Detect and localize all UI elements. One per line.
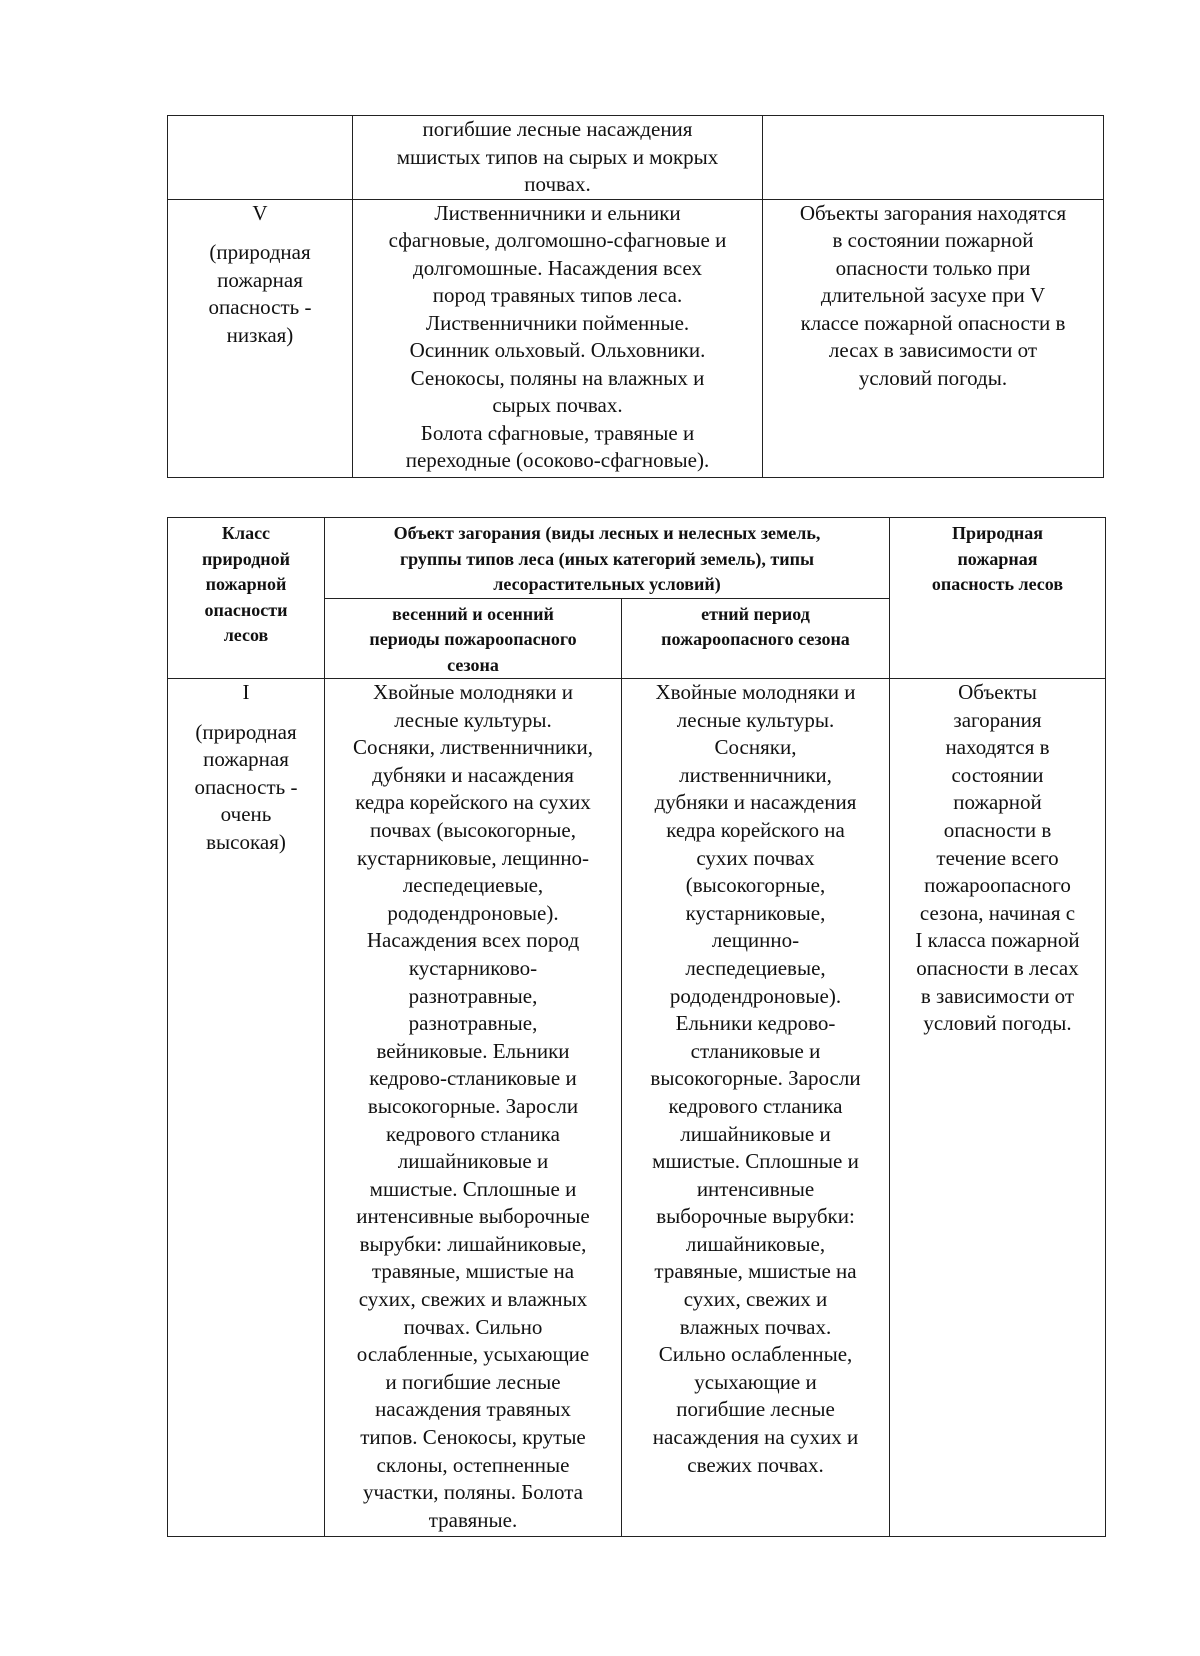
class-cell-empty bbox=[168, 116, 353, 200]
class-cell bbox=[168, 679, 325, 1537]
objects-cell: погибшие лесные насаждения мшистых типов на сырых и мокрых почвах. bbox=[353, 116, 763, 200]
danger-cell-empty bbox=[763, 116, 1104, 200]
table-fire-danger-classes bbox=[167, 517, 1106, 1537]
header-object: Объект загорания (виды лесных и нелесных земель, группы типов леса (иных категорий земель), типы лесорастительных условий) bbox=[325, 518, 890, 599]
header-spring-autumn: весенний и осенний периоды пожароопасного сезона bbox=[325, 598, 622, 679]
table-continuation bbox=[167, 115, 1104, 478]
class-numeral: I bbox=[242, 680, 250, 704]
class-description: (природная пожарная опасность - низкая) bbox=[208, 240, 312, 347]
header-class: Класс природной пожарной опасности лесов bbox=[168, 518, 325, 679]
table-row bbox=[168, 679, 1106, 1537]
danger-cell: Объекты загорания находятся в состоянии пожарной опасности в течение всего пожароопасного сезона, начиная с I класса пожарной опасности в лесах в зависимости от условий погоды. bbox=[890, 679, 1106, 1537]
summer-cell: Хвойные молодняки и лесные культуры. Сосняки, лиственничники, дубняки и насаждения кедра корейского на сухих почвах (высокогорные, кустарниковые, лещинно- леспедециевые, рододендроновые). Ельники кедрово- стланиковые и высокогорные. Заросли кедрового стланика лишайниковые и мшистые. Сплошные и интенсивные выборочные вырубки: лишайниковые, травяные, мшистые на сухих, свежих и влажных почвах. Сильно ослабленные, усыхающие и погибшие лесные насаждения на сухих и свежих почвах. bbox=[622, 679, 890, 1537]
header-danger: Природная пожарная опасность лесов bbox=[890, 518, 1106, 679]
objects-cell: Лиственничники и ельники сфагновые, долгомошно-сфагновые и долгомошные. Насаждения всех пород травяных типов леса. Лиственничники пойменные. Осинник ольховый. Ольховники. Сенокосы, поляны на влажных и сырых почвах. Болота сфагновые, травяные и переходные (осоково-сфагновые). bbox=[353, 199, 763, 477]
table-row bbox=[168, 199, 1104, 477]
header-summer: етний период пожароопасного сезона bbox=[622, 598, 890, 679]
class-numeral: V bbox=[252, 200, 268, 225]
danger-cell: Объекты загорания находятся в состоянии пожарной опасности только при длительной засухе при V классе пожарной опасности в лесах в зависимости от условий погоды. bbox=[763, 199, 1104, 477]
class-description: (природная пожарная опасность - очень высокая) bbox=[194, 719, 298, 854]
table-header-row bbox=[168, 518, 1106, 599]
class-cell bbox=[168, 199, 353, 477]
table-row bbox=[168, 116, 1104, 200]
spring-autumn-cell: Хвойные молодняки и лесные культуры. Сосняки, лиственничники, дубняки и насаждения кедра корейского на сухих почвах (высокогорные, кустарниковые, лещинно- леспедециевые, рододендроновые). Насаждения всех пород кустарниково- разнотравные, разнотравные, вейниковые. Ельники кедрово-стланиковые и высокогорные. Заросли кедрового стланика лишайниковые и мшистые. Сплошные и интенсивные выборочные вырубки: лишайниковые, травяные, мшистые на сухих, свежих и влажных почвах. Сильно ослабленные, усыхающие и погибшие лесные насаждения травяных типов. Сенокосы, крутые склоны, остепненные участки, поляны. Болота травяные. bbox=[325, 679, 622, 1537]
